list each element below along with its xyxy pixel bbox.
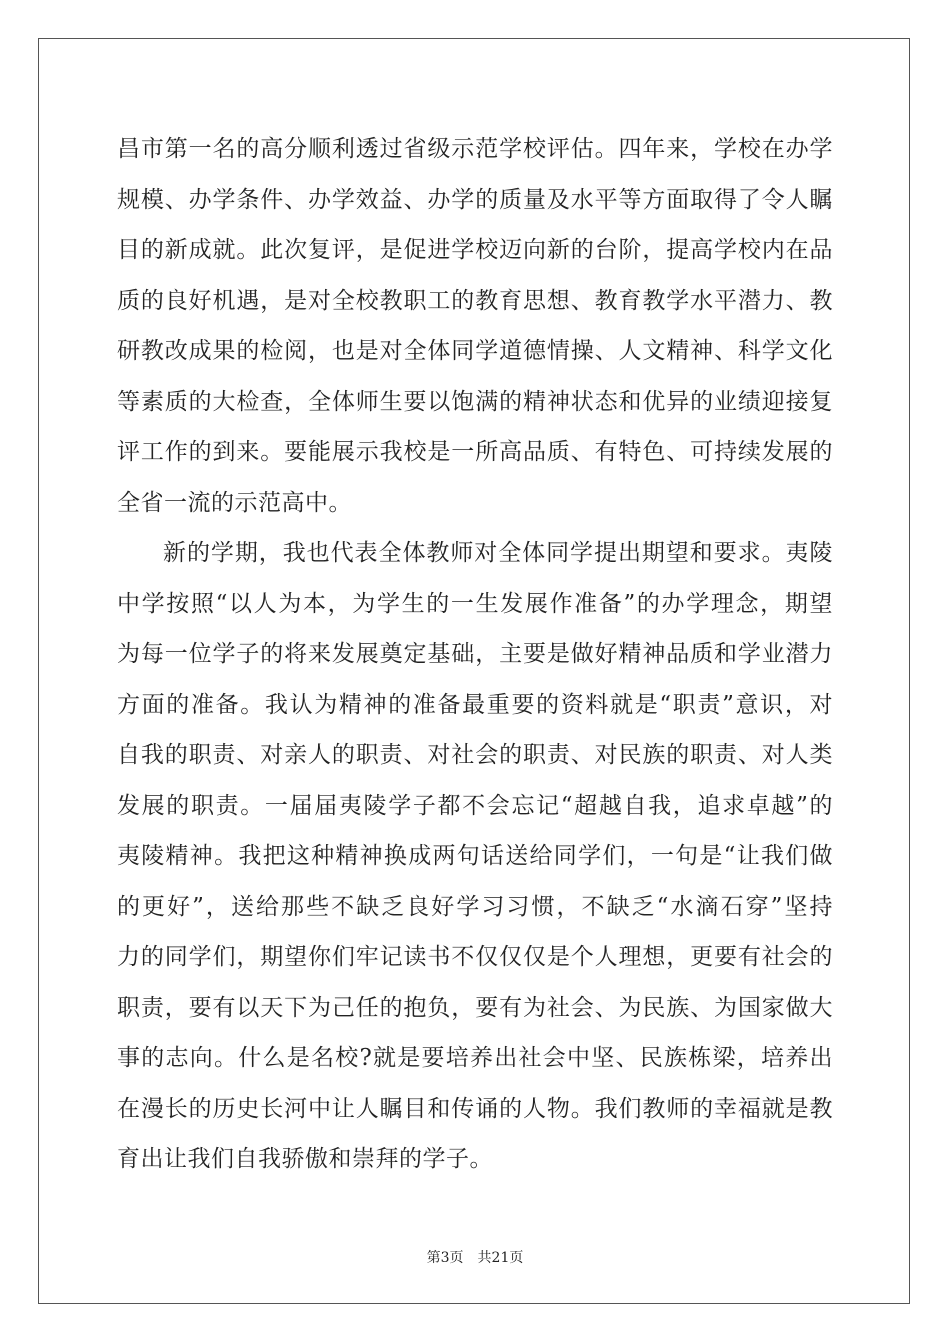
text-line: 事的志向。什么是名校?就是要培养出社会中坚、民族栋梁，培养出	[117, 1045, 833, 1071]
paragraph-2	[117, 528, 833, 1185]
text-line: 研教改成果的检阅，也是对全体同学道德情操、人文精神、科学文化	[117, 338, 833, 364]
text-line: 自我的职责、对亲人的职责、对社会的职责、对民族的职责、对人类	[117, 742, 833, 768]
text-line: 质的良好机遇，是对全校教职工的教育思想、教育教学水平潜力、教	[117, 287, 833, 314]
text-line: 力的同学们，期望你们牢记读书不仅仅仅是个人理想，更要有社会的	[117, 944, 833, 970]
page-footer	[0, 1247, 950, 1267]
text-line: 夷陵精神。我把这种精神换成两句话送给同学们，一句是“让我们做	[117, 843, 833, 869]
paragraph-1	[117, 124, 833, 528]
text-line: 昌市第一名的高分顺利透过省级示范学校评估。四年来，学校在办学	[117, 136, 833, 162]
text-line: 在漫长的历史长河中让人瞩目和传诵的人物。我们教师的幸福就是教	[117, 1095, 833, 1122]
text-line: 新的学期，我也代表全体教师对全体同学提出期望和要求。夷陵	[163, 540, 833, 566]
page-number: 第3页	[426, 1250, 464, 1266]
text-line: 评工作的到来。要能展示我校是一所高品质、有特色、可持续发展的	[117, 439, 833, 465]
text-line: 的更好”，送给那些不缺乏良好学习习惯，不缺乏“水滴石穿”坚持	[117, 893, 833, 920]
text-line: 中学按照“以人为本，为学生的一生发展作准备”的办学理念，期望	[117, 590, 833, 617]
text-line: 方面的准备。我认为精神的准备最重要的资料就是“职责”意识，对	[117, 691, 833, 718]
text-line: 目的新成就。此次复评，是促进学校迈向新的台阶，提高学校内在品	[117, 237, 833, 263]
text-line: 为每一位学子的将来发展奠定基础，主要是做好精神品质和学业潜力	[117, 641, 833, 667]
text-line: 职责，要有以天下为己任的抱负，要有为社会、为民族、为国家做大	[117, 994, 833, 1021]
document-body	[117, 124, 833, 1185]
text-line: 等素质的大检查，全体师生要以饱满的精神状态和优异的业绩迎接复	[117, 388, 833, 415]
text-line: 全省一流的示范高中。	[117, 489, 352, 516]
text-line: 规模、办学条件、办学效益、办学的质量及水平等方面取得了令人瞩	[117, 186, 833, 213]
text-line: 发展的职责。一届届夷陵学子都不会忘记“超越自我，追求卓越”的	[117, 792, 833, 819]
page-total: 共21页	[477, 1250, 524, 1266]
text-line: 育出让我们自我骄傲和崇拜的学子。	[117, 1146, 493, 1172]
